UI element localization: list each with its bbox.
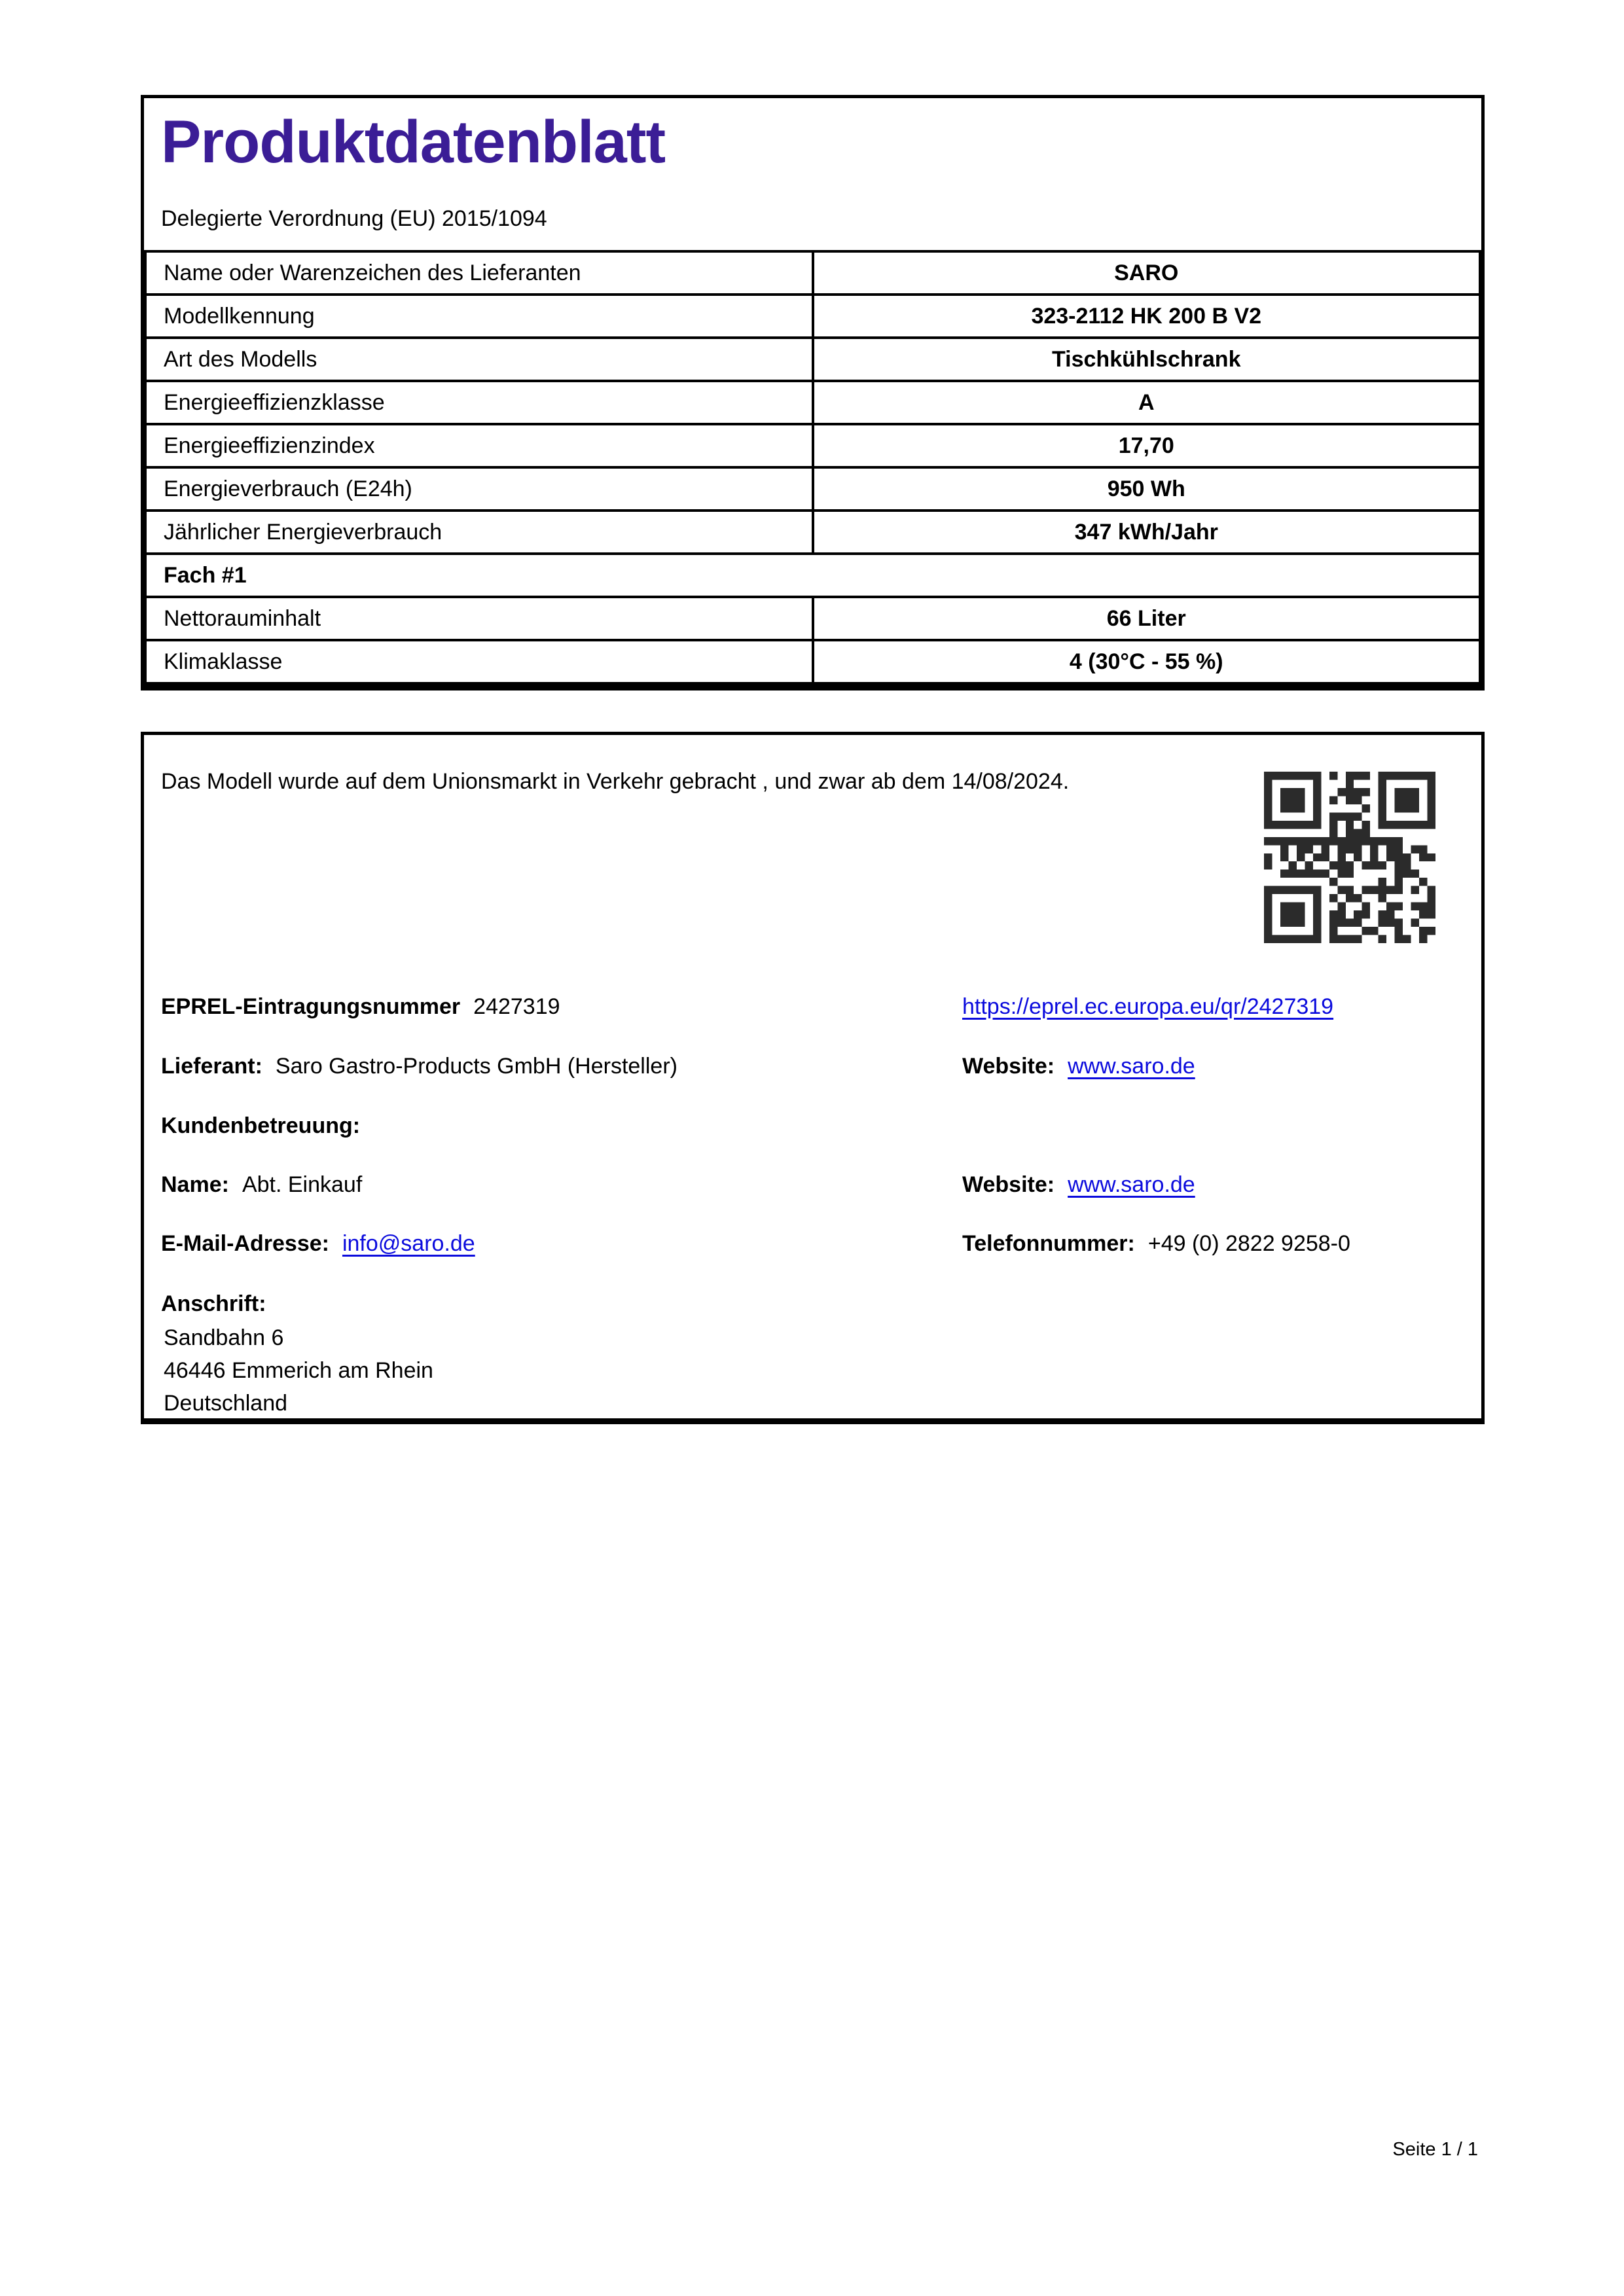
table-section-row	[145, 554, 1480, 597]
eprel-number-row	[161, 994, 560, 1020]
eprel-link-row	[962, 994, 1333, 1020]
market-info-box	[141, 732, 1485, 1424]
supplier-value: Saro Gastro-Products GmbH (Hersteller)	[275, 1054, 677, 1079]
row-label: Energieeffizienzindex	[145, 424, 813, 467]
row-label: Nettorauminhalt	[145, 597, 813, 640]
row-label: Modellkennung	[145, 295, 813, 338]
table-row	[145, 251, 1480, 295]
address-heading-row	[161, 1291, 266, 1317]
table-row	[145, 511, 1480, 554]
email-row	[161, 1231, 475, 1257]
address-line: Sandbahn 6	[164, 1325, 284, 1350]
row-value: SARO	[813, 251, 1481, 295]
row-value: A	[813, 381, 1481, 424]
website-link-2[interactable]: www.saro.de	[1068, 1172, 1195, 1197]
phone-value: +49 (0) 2822 9258-0	[1147, 1231, 1350, 1256]
page-title: Produktdatenblatt	[161, 109, 666, 175]
supplier-row	[161, 1054, 677, 1079]
row-value: 4 (30°C - 55 %)	[813, 640, 1481, 683]
table-row	[145, 424, 1480, 467]
address-line: 46446 Emmerich am Rhein	[164, 1358, 433, 1383]
phone-row	[962, 1231, 1350, 1257]
row-value: 323-2112 HK 200 B V2	[813, 295, 1481, 338]
product-data-table	[144, 250, 1481, 685]
table-row	[145, 467, 1480, 511]
eprel-label: EPREL-Eintragungsnummer	[161, 994, 461, 1019]
row-value: 66 Liter	[813, 597, 1481, 640]
website-label-2: Website:	[962, 1172, 1055, 1197]
contact-name-value: Abt. Einkauf	[242, 1172, 363, 1197]
row-label: Art des Modells	[145, 338, 813, 381]
contact-name-label: Name:	[161, 1172, 229, 1197]
datasheet-box	[141, 95, 1485, 691]
website-row	[962, 1054, 1195, 1079]
website-row-2	[962, 1172, 1195, 1198]
table-row	[145, 338, 1480, 381]
supplier-label: Lieferant:	[161, 1054, 262, 1079]
row-label: Klimaklasse	[145, 640, 813, 683]
phone-label: Telefonnummer:	[962, 1231, 1135, 1256]
table-row	[145, 295, 1480, 338]
address-label: Anschrift:	[161, 1291, 266, 1316]
table-row	[145, 381, 1480, 424]
email-label: E-Mail-Adresse:	[161, 1231, 329, 1256]
qr-code	[1264, 772, 1435, 943]
row-value: 17,70	[813, 424, 1481, 467]
row-label: Energieeffizienzklasse	[145, 381, 813, 424]
email-link[interactable]: info@saro.de	[342, 1231, 475, 1256]
row-value: 950 Wh	[813, 467, 1481, 511]
datasheet-header	[144, 98, 1481, 232]
eprel-number: 2427319	[473, 994, 560, 1019]
market-intro-text: Das Modell wurde auf dem Unionsmarkt in Verkehr gebracht , und zwar ab dem 14/08/2024.	[161, 769, 1070, 794]
row-value: Tischkühlschrank	[813, 338, 1481, 381]
eprel-link[interactable]: https://eprel.ec.europa.eu/qr/2427319	[962, 994, 1334, 1019]
customer-service-row	[161, 1113, 360, 1139]
page-number: Seite 1 / 1	[1392, 2139, 1478, 2160]
regulation-subtitle: Delegierte Verordnung (EU) 2015/1094	[161, 206, 547, 232]
website-link[interactable]: www.saro.de	[1068, 1054, 1195, 1079]
row-value: 347 kWh/Jahr	[813, 511, 1481, 554]
website-label: Website:	[962, 1054, 1055, 1079]
contact-name-row	[161, 1172, 362, 1198]
row-label: Jährlicher Energieverbrauch	[145, 511, 813, 554]
row-label: Energieverbrauch (E24h)	[145, 467, 813, 511]
section-label: Fach #1	[145, 554, 1480, 597]
address-line: Deutschland	[164, 1391, 288, 1416]
customer-service-label: Kundenbetreuung:	[161, 1113, 361, 1138]
table-row	[145, 640, 1480, 683]
row-label: Name oder Warenzeichen des Lieferanten	[145, 251, 813, 295]
table-row	[145, 597, 1480, 640]
